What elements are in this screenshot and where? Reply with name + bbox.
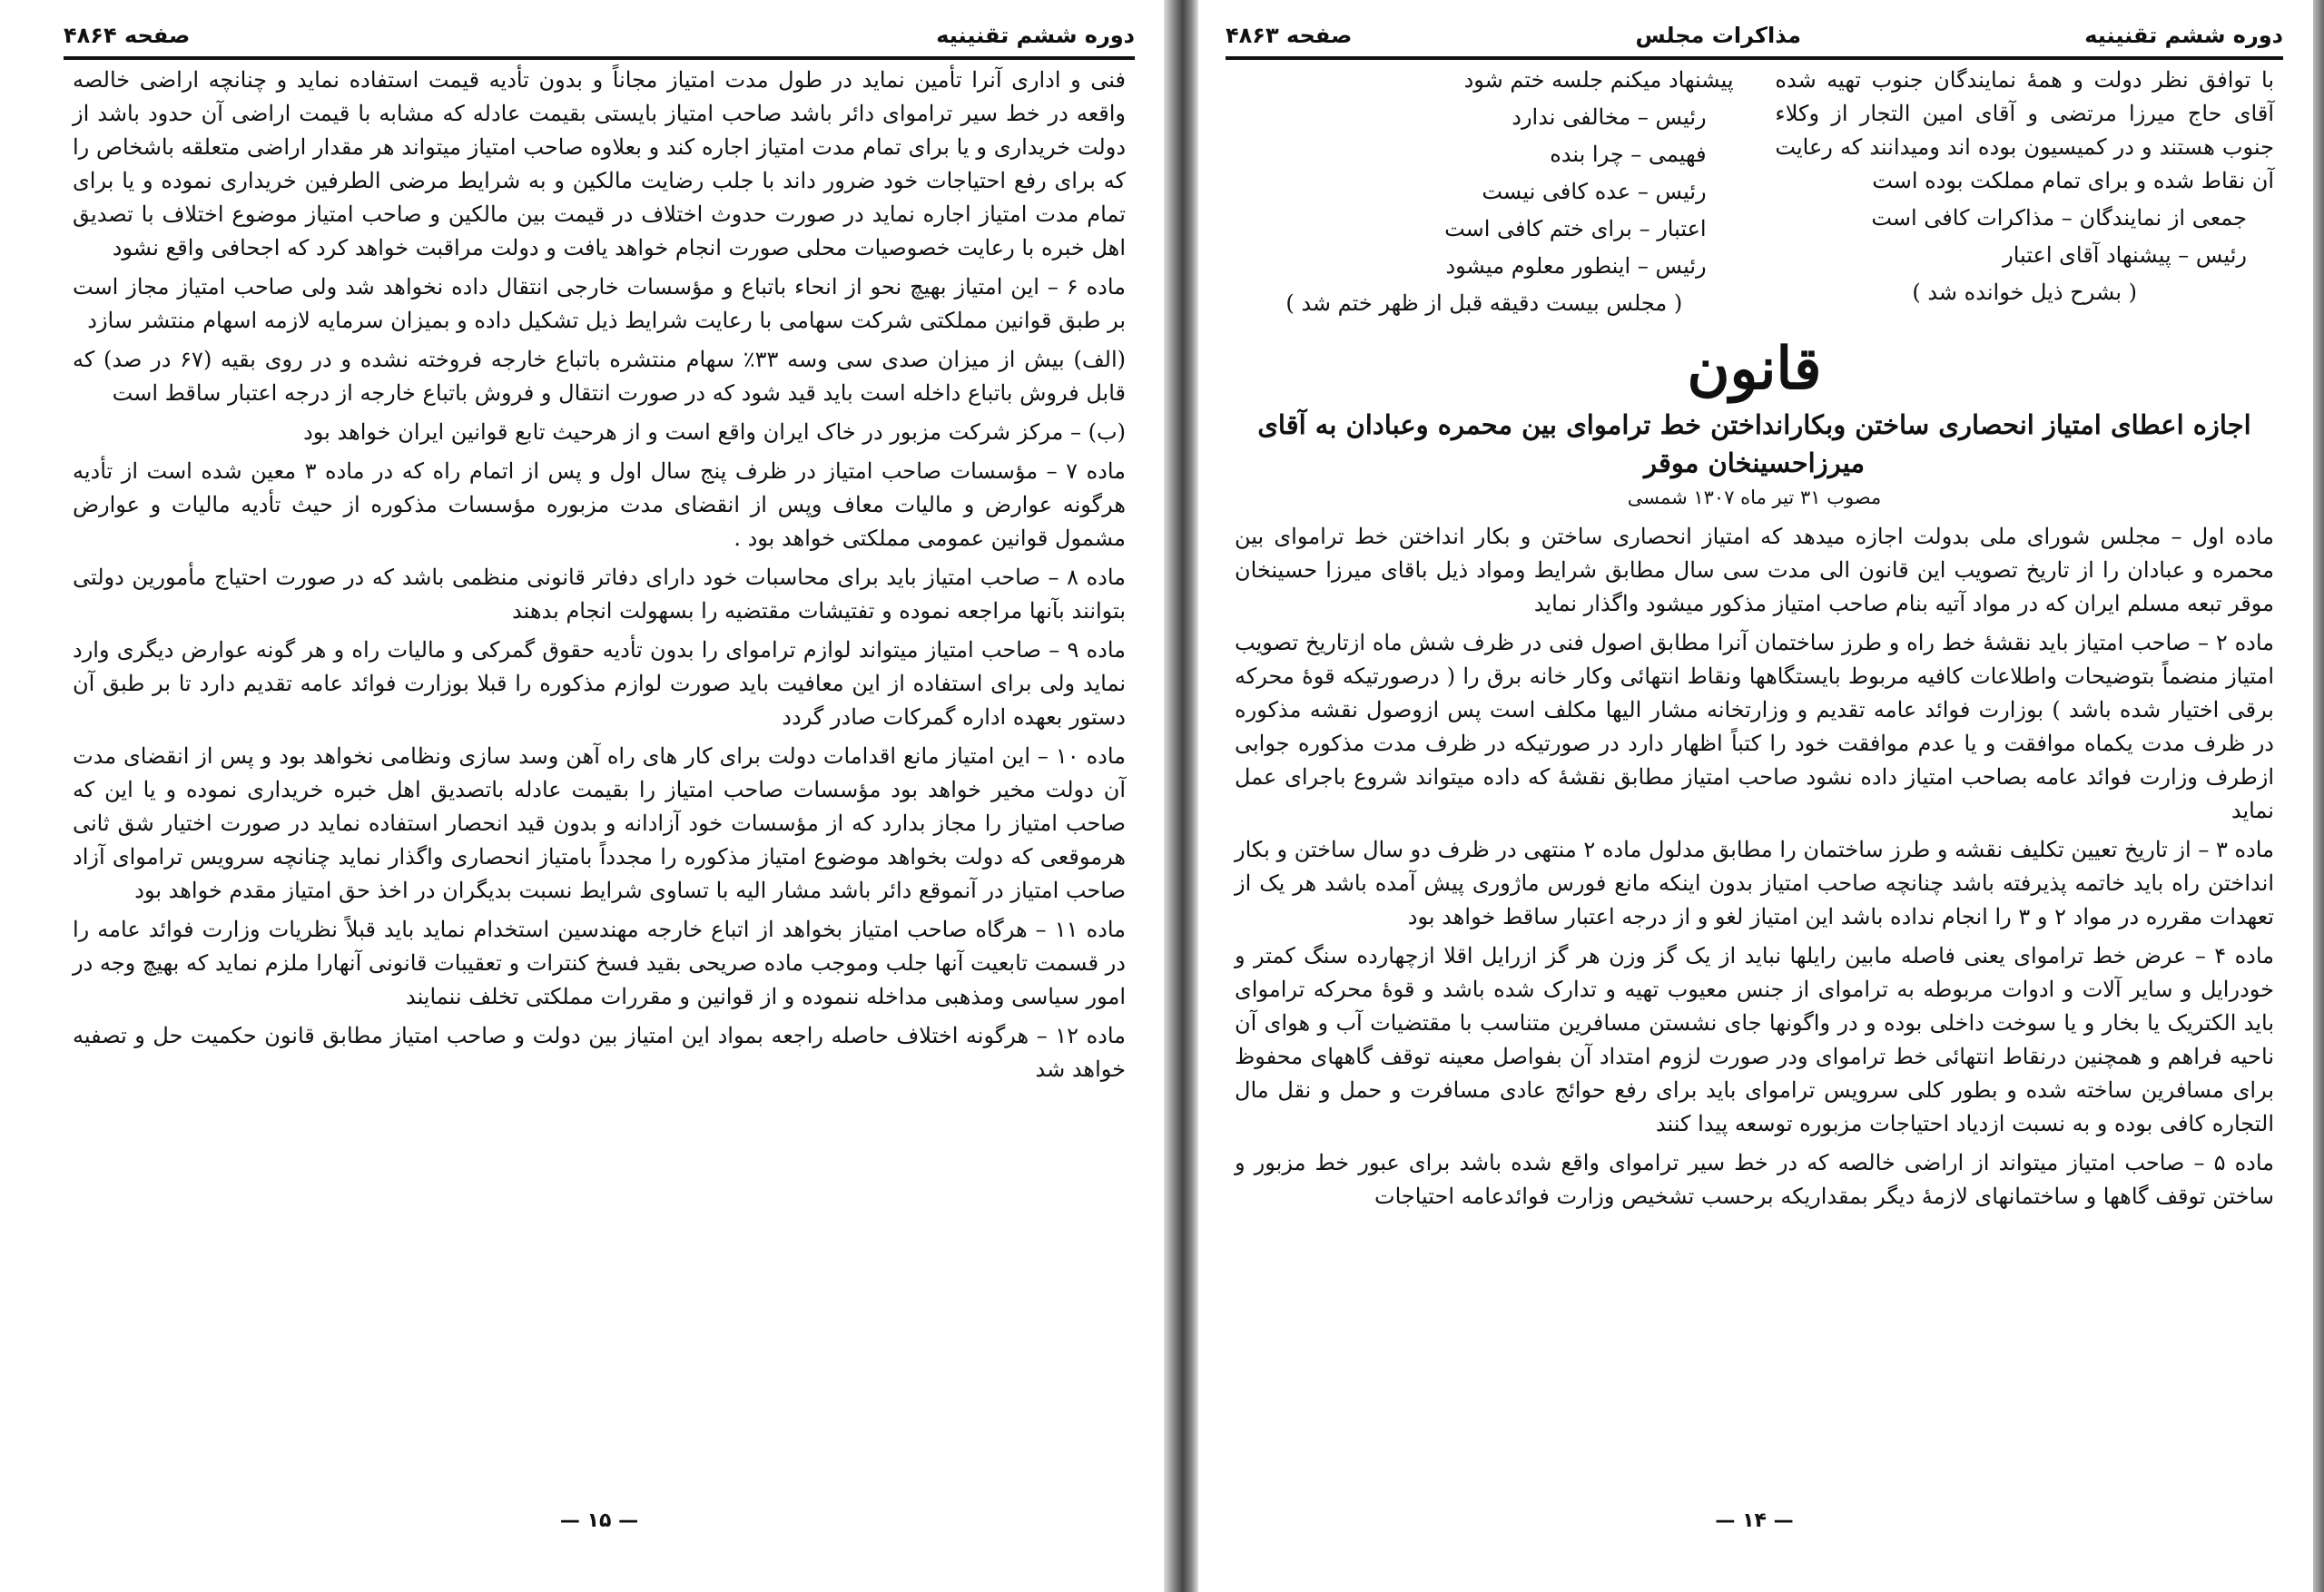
article-11: ماده ۱۱ – هرگاه صاحب امتیاز بخواهد از اتباع خارجه مهندسین استخدام نماید باید قبلاً نظریات وزارت فوائد عامه را در قسمت تابعیت آنها جلب وموجب ماده صریحی بقید فسخ کنترات و تعقیبات قانونی آنهارا ملزم نماید که بهیچ وجه در امور سیاسی ومذهبی مداخله ننموده و از قوانین و مقررات مملکتی تخلف ننمایند [73,917,1126,1009]
left-series-title: دوره ششم تقنینیه [936,23,1135,48]
left-header-rule [64,56,1135,60]
debate-columns [1235,64,2274,324]
article-6: ماده ۶ – این امتیاز بهیچ نحو از انحاء باتباع و مؤسسات خارجی انتقال داده نخواهد شد ولی صاحب امتیاز مجاز است بر طبق قوانین مملکتی شرکت سهامی با رعایت شرایط ذیل تشکیل داده و بمیزان سرمایه لازمه اسهام منتشر سازد [73,274,1127,333]
left-running-head [64,16,1135,54]
article-5: ماده ۵ – صاحب امتیاز میتواند از اراضی خالصه که در خط سیر تراموای واقع شده باشد برای عبور خط مزبور و ساختن توقف گاهها و ساختمانهای لازمهٔ دیگر بمقداریکه برحسب تشخیص وزارت فوائدعامه احتیاجات [1235,1150,2275,1209]
debate-note: ( بشرح ذیل خوانده شد ) [1912,280,2138,305]
left-page-number: — ۱۵ — [559,1509,639,1532]
clause-alef: (الف) بیش از میزان صدی سی وسه ۳۳٪ سهام منتشره باتباع خارجه فروخته نشده و در روی بقیه (۶۷ در صد) که قابل فروش باتباع داخله است باید قید شود که در صورت انتقال و فروش باتباع خارجه از درجه اعتبار ساقط است [73,347,1127,406]
article-4: ماده ۴ – عرض خط تراموای یعنی فاصله مابین رایلها نباید از یک گز وزن هر گز ازرایل اقلا ازچهارده سنگ کمتر و خودرایل و سایر آلات و ادوات مربوطه به تراموای از جنس معیوب تهیه و تدارک شده باشد و قوهٔ محرکه تراموای باید الکتریک یا بخار و یا سوخت داخلی بوده و در واگونها جای نشستن مسافرین متناسب با مقتضیات آب و هوای آن ناحیه فراهم و همچنین درنقاط انتهائی خط تراموای ودر صورت لزوم امتداد آن بفواصل معینه توقف گاههای محفوظ برای مسافرین ساخته شده و بطور کلی سرویس تراموای باید برای رفع حوائج عادی مسافرت و حمل و نقل مال التجاره کافی بوده و به نسبت ازدیاد احتیاجات مزبوره توسعه پیدا کنند [1235,943,2275,1136]
law-approval-date: مصوب ۳۱ تیر ماه ۱۳۰۷ شمسی [1627,486,1882,508]
debate-note: ( مجلس بیست دقیقه قبل از ظهر ختم شد ) [1285,290,1683,316]
debate-line: اعتبار – برای ختم کافی است [1444,216,1707,241]
left-page-body [73,64,1126,1092]
left-page-label: صفحه ۴۸۶۴ [64,23,191,48]
article-1: ماده اول – مجلس شورای ملی بدولت اجازه میدهد که امتیاز انحصاری ساختن و بکار انداختن خط تراموای بین محمره و عبادان را از تاریخ تصویب این قانون الی مدت سی سال مطابق شرایط ومواد ذیل باقای میرزا حسینخان موقر تبعه مسلم ایران که در مواد آتیه بنام صاحب امتیاز مذکور میشود واگذار نماید [1235,524,2275,616]
debate-column-left [1235,64,1734,324]
right-page [1198,0,2310,1592]
debate-line: جمعی از نمایندگان – مذاکرات کافی است [1871,205,2247,231]
debate-line: رئیس – عده کافی نیست [1482,179,1707,204]
scan-margin-left [0,0,36,1592]
right-header-rule [1226,56,2283,60]
article-2: ماده ۲ – صاحب امتیاز باید نقشهٔ خط راه و طرز ساختمان آنرا مطابق اصول فنی در ظرف شش ماه ازتاریخ تصویب امتیاز منضماً بتوضیحات واطلاعات کافیه مربوط بایستگاهها ونقاط انتهائی وکار خانه برق را ( درصورتیکه قوهٔ محرکه برقی اختیار شده باشد ) بوزارت فوائد عامه تقدیم و وزارتخانه مشار الیها مکلف است پس ازوصول نقشه مذکوره در ظرف مدت یکماه موافقت و یا عدم موافقت خود را کتباً اظهار دارد در صورتیکه در ظرف مدت مذکوره جوابی ازطرف وزارت فوائد عامه بصاحب امتیاز داده نشود صاحب امتیاز مطابق نقشهٔ که داده میتواند شروع باجرای عمل نماید [1235,630,2275,823]
right-section-title: مذاکرات مجلس [1635,23,1801,48]
article-3: ماده ۳ – از تاریخ تعیین تکلیف نقشه و طرز ساختمان را مطابق مدلول ماده ۲ منتهی در ظرف دو سال ساختن و بکار انداختن راه باید خاتمه پذیرفته باشد چنانچه صاحب امتیاز بدون اینکه مانع فورس ماژوری پیش آمده باشد هر یک از تعهدات مقرره در مواد ۲ و ۳ را انجام نداده باشد این امتیاز لغو و از درجه اعتبار ساقط خواهد بود [1235,837,2275,929]
debate-column-right [1775,64,2274,324]
debate-line: با توافق نظر دولت و همهٔ نمایندگان جنوب تهیه شده آقای حاج میرزا مرتضی و آقای امین التجار از وکلاء جنوب هستند و در کمیسیون بوده اند ومیدانند که رعایت آن نقاط شده و برای تمام مملکت بوده است [1775,67,2275,193]
right-series-title: دوره ششم تقنینیه [2084,23,2283,48]
right-page-number: — ۱۴ — [1715,1509,1794,1532]
article-9: ماده ۹ – صاحب امتیاز میتواند لوازم تراموای را بدون تأدیه حقوق گمرکی و مالیات راه و هر گونه عوارض دیگری وارد نماید ولی برای استفاده از این معافیت باید صورت لوازم مذکوره را قبلا بوزارت فوائد عامه تقدیم دارد تا بر طبق آن دستور بعهده اداره گمرکات صادر گردد [73,637,1127,730]
debate-line: رئیس – مخالفی ندارد [1512,104,1707,130]
article-8: ماده ۸ – صاحب امتیاز باید برای محاسبات خود دارای دفاتر قانونی منظمی باشد که در صورت احتیاج مأمورین دولتی بتوانند بآنها مراجعه نموده و تفتیشات مقتضیه را بسهولت انجام بدهند [73,565,1126,624]
book-gutter [1164,0,1198,1592]
debate-line: رئیس – پیشنهاد آقای اعتبار [2003,242,2247,268]
article-12: ماده ۱۲ – هرگونه اختلاف حاصله راجعه بمواد این امتیاز بین دولت و صاحب امتیاز مطابق قانون حکمیت حل و تصفیه خواهد شد [73,1023,1126,1082]
right-page-body [1235,64,2274,1219]
paragraph: فنی و اداری آنرا تأمین نماید در طول مدت امتیاز مجاناً و بدون تأدیه قیمت استفاده نماید و چنانچه اراضی خالصه واقعه در خط سیر تراموای دائر باشد صاحب امتیاز بایستی بقیمت عادله که مشابه با قیمت اراضی آن حدود باشد از دولت خریداری و یا برای تمام مدت امتیاز اجاره کند و بعلاوه صاحب امتیاز میتواند هر مقدار اراضی متعلقه باشخاص را که برای رفع احتیاجات خود ضرور داند با جلب رضایت مالکین و به شرایط مرضی الطرفین خریداری نموده و یا برای تمام مدت امتیاز اجاره نماید در صورت حدوث اختلاف در قیمت بین مالکین و صاحب امتیاز موضوع اختلاف با تصدیق اهل خبره با رعایت خصوصیات محلی صورت انجام خواهد یافت و دولت مراقبت خواهد کرد که اجحافی واقع نشود [73,67,1127,260]
scan-edge-right [2313,0,2324,1592]
law-heading: قانون [1687,335,1822,403]
law-subtitle: اجازه اعطای امتیاز انحصاری ساختن وبکارانداختن خط تراموای بین محمره وعبادان به آقای میرزاحسینخان موقر [1257,409,2251,478]
debate-line: رئیس – اینطور معلوم میشود [1445,253,1707,279]
article-10: ماده ۱۰ – این امتیاز مانع اقدامات دولت برای کار های راه آهن وسد سازی ونظامی نخواهد بود و پس از انقضای مدت آن دولت مخیر خواهد بود مؤسسات صاحب امتیاز را بقیمت عادله باتصدیق اهل خبره خریداری نموده و یا این که صاحب امتیاز را مجاز بدارد که از مؤسسات خود آزادانه و بدون قید انحصار استفاده نماید در صورت اختیار شق ثانی هرموقعی که دولت بخواهد موضوع امتیاز مذکوره را مجدداً بامتیاز انحصاری واگذار نماید چنانچه سرویس تراموای آزاد صاحب امتیاز در آنموقع دائر باشد مشار الیه با تساوی شرایط نسبت بدیگران در اخذ حق امتیاز مقدم خواهد بود [73,743,1126,903]
clause-be: (ب) – مرکز شرکت مزبور در خاک ایران واقع است و از هرحیث تابع قوانین ایران خواهد بود [303,419,1126,445]
debate-line: پیشنهاد میکنم جلسه ختم شود [1463,67,1734,93]
debate-line: فهیمی – چرا بنده [1550,142,1707,167]
article-7: ماده ۷ – مؤسسات صاحب امتیاز در ظرف پنج سال اول و پس از اتمام راه که در ماده ۳ معین شده است از تأدیه هرگونه عوارض و مالیات معاف وپس از انقضای مدت مزبوره مؤسسات مذکوره از حیث تأدیه مالیات و عوارض مشمول قوانین عمومی مملکتی خواهد بود . [73,458,1127,551]
right-page-label: صفحه ۴۸۶۳ [1226,23,1353,48]
right-running-head [1226,16,2283,54]
left-page [36,0,1162,1592]
